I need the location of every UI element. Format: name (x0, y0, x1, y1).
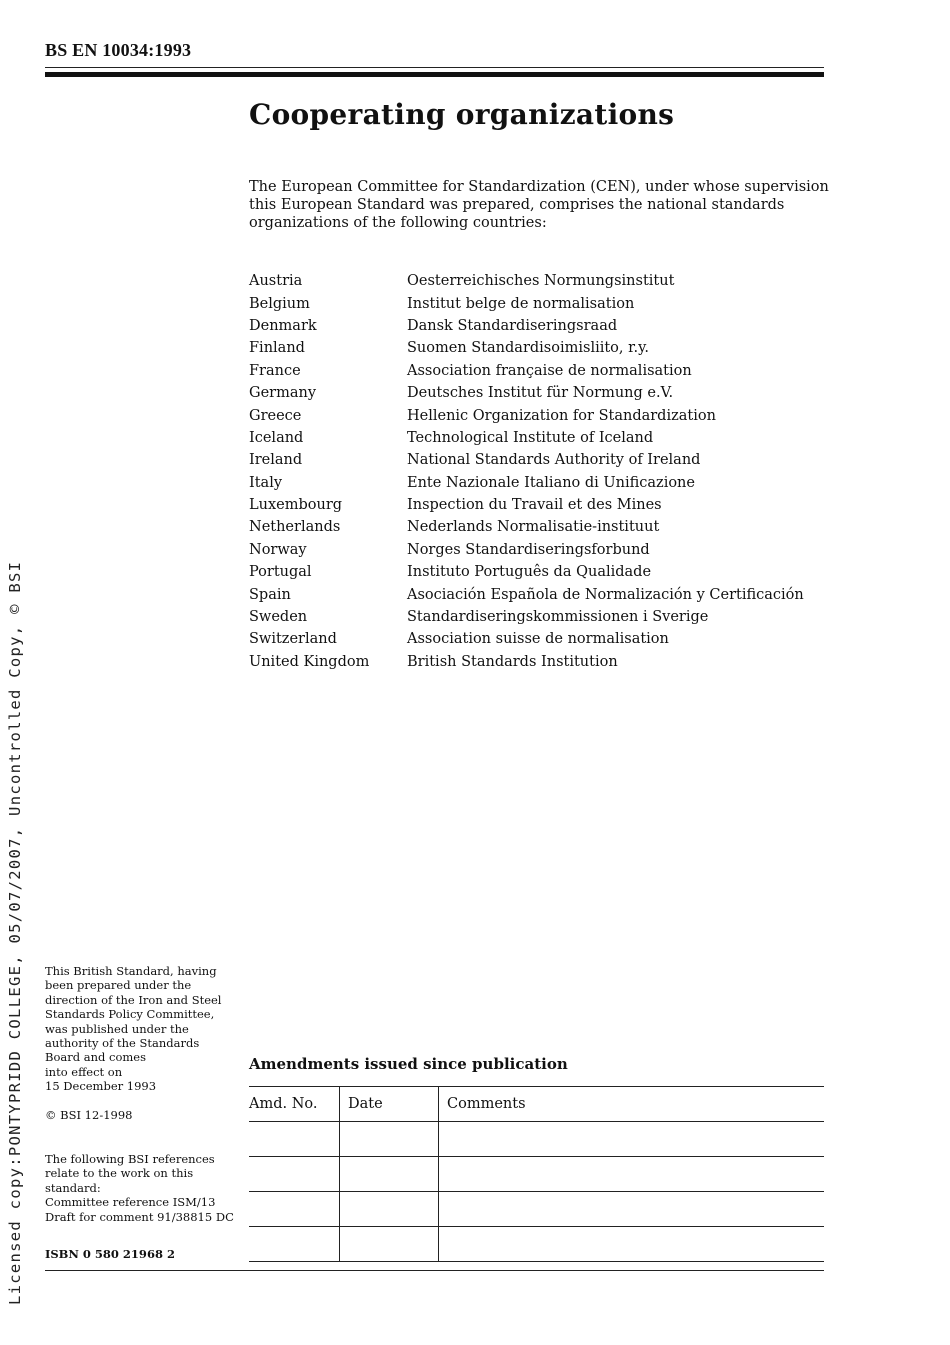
sidebar-line: authority of the Standards (45, 1036, 200, 1051)
member-organization: Norges Standardiseringsforbund (407, 541, 650, 558)
sidebar-line: was published under the (45, 1021, 189, 1036)
member-country: Luxembourg (249, 497, 343, 514)
member-country: Spain (249, 586, 291, 603)
member-row (249, 539, 804, 561)
amendment-cell (439, 1157, 825, 1192)
member-row (249, 494, 804, 516)
member-country: Iceland (249, 429, 304, 446)
member-country: Germany (249, 385, 317, 402)
member-organization: Dansk Standardiseringsraad (407, 317, 618, 334)
footer-rule (45, 1270, 824, 1271)
sidebar-line: Committee reference ISM/13 (45, 1195, 216, 1210)
member-row (249, 292, 804, 314)
member-organization: Suomen Standardisoimisliito, r.y. (407, 340, 649, 357)
amendments-title: Amendments issued since publication (249, 1055, 568, 1073)
amendment-cell (340, 1192, 439, 1227)
member-organization: Inspection du Travail et des Mines (407, 497, 662, 514)
column-header-date: Date (340, 1087, 439, 1122)
member-row (249, 315, 804, 337)
member-row (249, 360, 804, 382)
member-country: United Kingdom (249, 653, 370, 670)
amendment-row (249, 1157, 824, 1192)
member-organization: Technological Institute of Iceland (407, 429, 654, 446)
member-organization: Nederlands Normalisatie-instituut (407, 519, 660, 536)
sidebar-line: relate to the work on this (45, 1166, 194, 1181)
amendments-header-row (249, 1087, 824, 1122)
references-text (45, 1152, 240, 1224)
members-table (249, 270, 804, 673)
member-row (249, 449, 804, 471)
amendment-row (249, 1227, 824, 1262)
member-row (249, 270, 804, 292)
publication-note (45, 964, 240, 1094)
member-organization: Hellenic Organization for Standardization (407, 407, 716, 424)
amendment-cell (340, 1122, 439, 1157)
member-row (249, 427, 804, 449)
member-country: Ireland (249, 452, 303, 469)
member-organization: British Standards Institution (407, 653, 618, 670)
sidebar-line: into effect on (45, 1064, 123, 1079)
sidebar-line: standard: (45, 1180, 101, 1195)
column-header-amd-no: Amd. No. (249, 1087, 340, 1122)
member-organization: Institut belge de normalisation (407, 295, 635, 312)
copyright-note (45, 1108, 240, 1122)
member-organization: Deutsches Institut für Normung e.V. (407, 385, 674, 402)
member-country: Norway (249, 541, 307, 558)
member-row (249, 628, 804, 650)
amendment-cell (439, 1192, 825, 1227)
header-rule-thick (45, 72, 824, 77)
license-watermark: Licensed copy:PONTYPRIDD COLLEGE, 05/07/2007, Uncontrolled Copy, © BSI (6, 560, 24, 1305)
member-country: Belgium (249, 295, 310, 312)
sidebar-line: been prepared under the (45, 978, 192, 993)
member-row (249, 606, 804, 628)
bsi-references (45, 1152, 240, 1224)
member-row (249, 583, 804, 605)
amendment-row (249, 1122, 824, 1157)
sidebar-line: direction of the Iron and Steel (45, 992, 222, 1007)
member-country: France (249, 362, 301, 379)
member-country: Portugal (249, 564, 312, 581)
member-country: Switzerland (249, 631, 337, 648)
publication-text (45, 964, 240, 1094)
amendment-cell (340, 1157, 439, 1192)
sidebar-line: 15 December 1993 (45, 1079, 157, 1094)
amendment-cell (249, 1192, 340, 1227)
member-row (249, 337, 804, 359)
standard-code: BS EN 10034:1993 (45, 40, 192, 60)
amendment-cell (249, 1227, 340, 1262)
member-organization: Oesterreichisches Normungsinstitut (407, 273, 675, 290)
member-row (249, 382, 804, 404)
member-country: Greece (249, 407, 302, 424)
member-organization: Association française de normalisation (407, 362, 692, 379)
member-organization: National Standards Authority of Ireland (407, 452, 701, 469)
amendment-cell (439, 1227, 825, 1262)
member-country: Denmark (249, 317, 317, 334)
amendment-cell (249, 1122, 340, 1157)
amendment-cell (249, 1157, 340, 1192)
member-country: Finland (249, 340, 305, 357)
member-organization: Instituto Português da Qualidade (407, 564, 652, 581)
column-header-comments: Comments (439, 1087, 825, 1122)
member-country: Austria (249, 273, 303, 290)
member-row (249, 516, 804, 538)
member-organization: Association suisse de normalisation (407, 631, 669, 648)
sidebar-line: Draft for comment 91/38815 DC (45, 1209, 234, 1224)
member-row (249, 472, 804, 494)
member-country: Sweden (249, 609, 308, 626)
amendment-cell (340, 1227, 439, 1262)
amendment-row (249, 1192, 824, 1227)
sidebar-line: The following BSI references (45, 1152, 215, 1166)
page-title: Cooperating organizations (249, 98, 675, 131)
sidebar-line: This British Standard, having (45, 964, 217, 978)
isbn: ISBN 0 580 21968 2 (45, 1247, 175, 1261)
sidebar-line: Standards Policy Committee, (45, 1007, 215, 1022)
member-country: Italy (249, 474, 283, 491)
member-row (249, 561, 804, 583)
copyright-text: © BSI 12-1998 (45, 1108, 133, 1122)
member-organization: Standardiseringskommissionen i Sverige (407, 609, 709, 626)
header-rule-thin (45, 67, 824, 68)
member-organization: Ente Nazionale Italiano di Unificazione (407, 474, 695, 491)
intro-paragraph: The European Committee for Standardization (CEN), under whose supervision this European Standard was prepared, comprises the national standards organizations of the following countries: (249, 179, 829, 231)
member-row (249, 651, 804, 673)
sidebar-line: Board and comes (45, 1050, 147, 1065)
member-organization: Asociación Española de Normalización y Certificación (407, 586, 804, 603)
amendment-cell (439, 1122, 825, 1157)
amendments-table (249, 1086, 824, 1262)
member-row (249, 404, 804, 426)
member-country: Netherlands (249, 519, 341, 536)
